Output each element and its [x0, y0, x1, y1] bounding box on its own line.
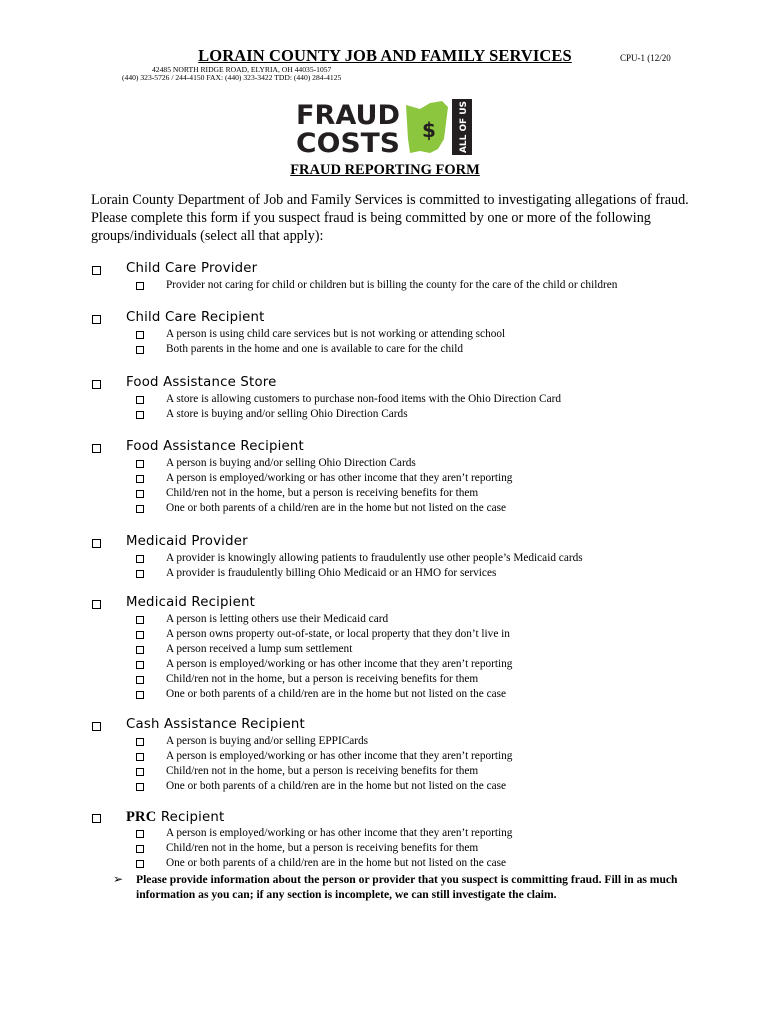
- item-label: A provider is knowingly allowing patients to fraudulently use other people’s Medicaid cards: [166, 552, 583, 564]
- section-checkbox[interactable]: [92, 380, 101, 389]
- item-checkbox[interactable]: [136, 768, 144, 776]
- item-label: A person is employed/working or has other income that they aren’t reporting: [166, 471, 513, 484]
- section-checkbox[interactable]: [92, 539, 101, 548]
- section-checkbox[interactable]: [92, 814, 101, 823]
- section-label: Medicaid Recipient: [126, 595, 255, 610]
- fraud-costs-logo: [296, 99, 472, 155]
- logo-word-costs: COSTS: [296, 128, 400, 155]
- item-label: One or both parents of a child/ren are in the home but not listed on the case: [166, 779, 507, 792]
- item-checkbox[interactable]: [136, 676, 144, 684]
- intro-paragraph: Lorain County Department of Job and Family Services is committed to investigating allegations of fraud. Please complete this form if you suspect fraud is being committed by one or more of the following groups/individuals (select all that apply):: [91, 192, 689, 244]
- section-label: [126, 809, 224, 826]
- item-label: One or both parents of a child/ren are in the home but not listed on the case: [166, 687, 507, 700]
- item-checkbox[interactable]: [136, 396, 144, 404]
- item-checkbox[interactable]: [136, 860, 144, 868]
- item-checkbox[interactable]: [136, 738, 144, 746]
- item-label: A person is buying and/or selling EPPICards: [166, 735, 369, 747]
- item-label: Child/ren not in the home, but a person is receiving benefits for them: [166, 764, 479, 777]
- agency-title: LORAIN COUNTY JOB AND FAMILY SERVICES: [198, 46, 572, 65]
- section-label: Child Care Recipient: [126, 310, 265, 325]
- item-label: One or both parents of a child/ren are in the home but not listed on the case: [166, 501, 507, 514]
- item-checkbox[interactable]: [136, 845, 144, 853]
- item-label: Child/ren not in the home, but a person is receiving benefits for them: [166, 486, 479, 499]
- item-label: A person is employed/working or has other income that they aren’t reporting: [166, 657, 513, 670]
- item-label: A person is buying and/or selling Ohio Direction Cards: [166, 457, 416, 469]
- item-label: Child/ren not in the home, but a person is receiving benefits for them: [166, 672, 479, 685]
- item-label: Provider not caring for child or children but is billing the county for the care of the child or children: [166, 279, 618, 291]
- item-checkbox[interactable]: [136, 411, 144, 419]
- agency-phone: (440) 323-5726 / 244-4150 FAX: (440) 323-3422 TDD: (440) 284-4125: [122, 73, 342, 82]
- section-label: Food Assistance Recipient: [126, 439, 304, 454]
- item-checkbox[interactable]: [136, 661, 144, 669]
- item-label: A person owns property out-of-state, or local property that they don’t live in: [166, 627, 510, 640]
- item-checkbox[interactable]: [136, 631, 144, 639]
- item-checkbox[interactable]: [136, 475, 144, 483]
- section-label: Food Assistance Store: [126, 375, 277, 390]
- logo-word-fraud: FRAUD: [296, 100, 400, 131]
- item-label: A provider is fraudulently billing Ohio Medicaid or an HMO for services: [166, 566, 497, 579]
- item-checkbox[interactable]: [136, 753, 144, 761]
- agency-address: 42485 NORTH RIDGE ROAD, ELYRIA, OH 44035-1057: [152, 65, 332, 74]
- item-checkbox[interactable]: [136, 346, 144, 354]
- item-checkbox[interactable]: [136, 783, 144, 791]
- section-checkbox[interactable]: [92, 444, 101, 453]
- item-checkbox[interactable]: [136, 570, 144, 578]
- item-label: A store is buying and/or selling Ohio Direction Cards: [166, 407, 408, 420]
- form-title: FRAUD REPORTING FORM: [290, 162, 480, 178]
- item-checkbox[interactable]: [136, 505, 144, 513]
- section-label-bold: PRC: [126, 809, 157, 825]
- instruction-note: Please provide information about the person or provider that you suspect is committing fraud. Fill in as much information as you can; if any section is incomplete, we can still investigate the claim.: [136, 873, 678, 901]
- item-checkbox[interactable]: [136, 460, 144, 468]
- item-label: Child/ren not in the home, but a person is receiving benefits for them: [166, 841, 479, 854]
- item-label: One or both parents of a child/ren are in the home but not listed on the case: [166, 856, 507, 869]
- item-checkbox[interactable]: [136, 691, 144, 699]
- item-checkbox[interactable]: [136, 616, 144, 624]
- item-label: A store is allowing customers to purchase non-food items with the Ohio Direction Card: [166, 393, 562, 405]
- form-number: CPU-1 (12/20: [620, 53, 671, 63]
- item-checkbox[interactable]: [136, 646, 144, 654]
- arrow-bullet-icon: ➢: [113, 872, 124, 886]
- section-label-rest: Recipient: [156, 810, 225, 825]
- item-checkbox[interactable]: [136, 331, 144, 339]
- section-checkbox[interactable]: [92, 722, 101, 731]
- item-checkbox[interactable]: [136, 490, 144, 498]
- item-checkbox[interactable]: [136, 555, 144, 563]
- item-label: A person is using child care services but is not working or attending school: [166, 328, 506, 340]
- item-label: Both parents in the home and one is available to care for the child: [166, 342, 464, 355]
- section-checkbox[interactable]: [92, 266, 101, 275]
- item-label: A person is employed/working or has other income that they aren’t reporting: [166, 827, 513, 839]
- item-label: A person received a lump sum settlement: [166, 642, 353, 655]
- dollar-sign-icon: $: [422, 118, 436, 142]
- logo-side-text: ALL OF US: [459, 100, 469, 153]
- item-checkbox[interactable]: [136, 282, 144, 290]
- section-checkbox[interactable]: [92, 315, 101, 324]
- section-label: Cash Assistance Recipient: [126, 717, 305, 732]
- item-label: A person is employed/working or has other income that they aren’t reporting: [166, 749, 513, 762]
- section-label: Medicaid Provider: [126, 534, 248, 549]
- section-checkbox[interactable]: [92, 600, 101, 609]
- item-label: A person is letting others use their Medicaid card: [166, 613, 389, 625]
- section-label: Child Care Provider: [126, 261, 258, 276]
- item-checkbox[interactable]: [136, 830, 144, 838]
